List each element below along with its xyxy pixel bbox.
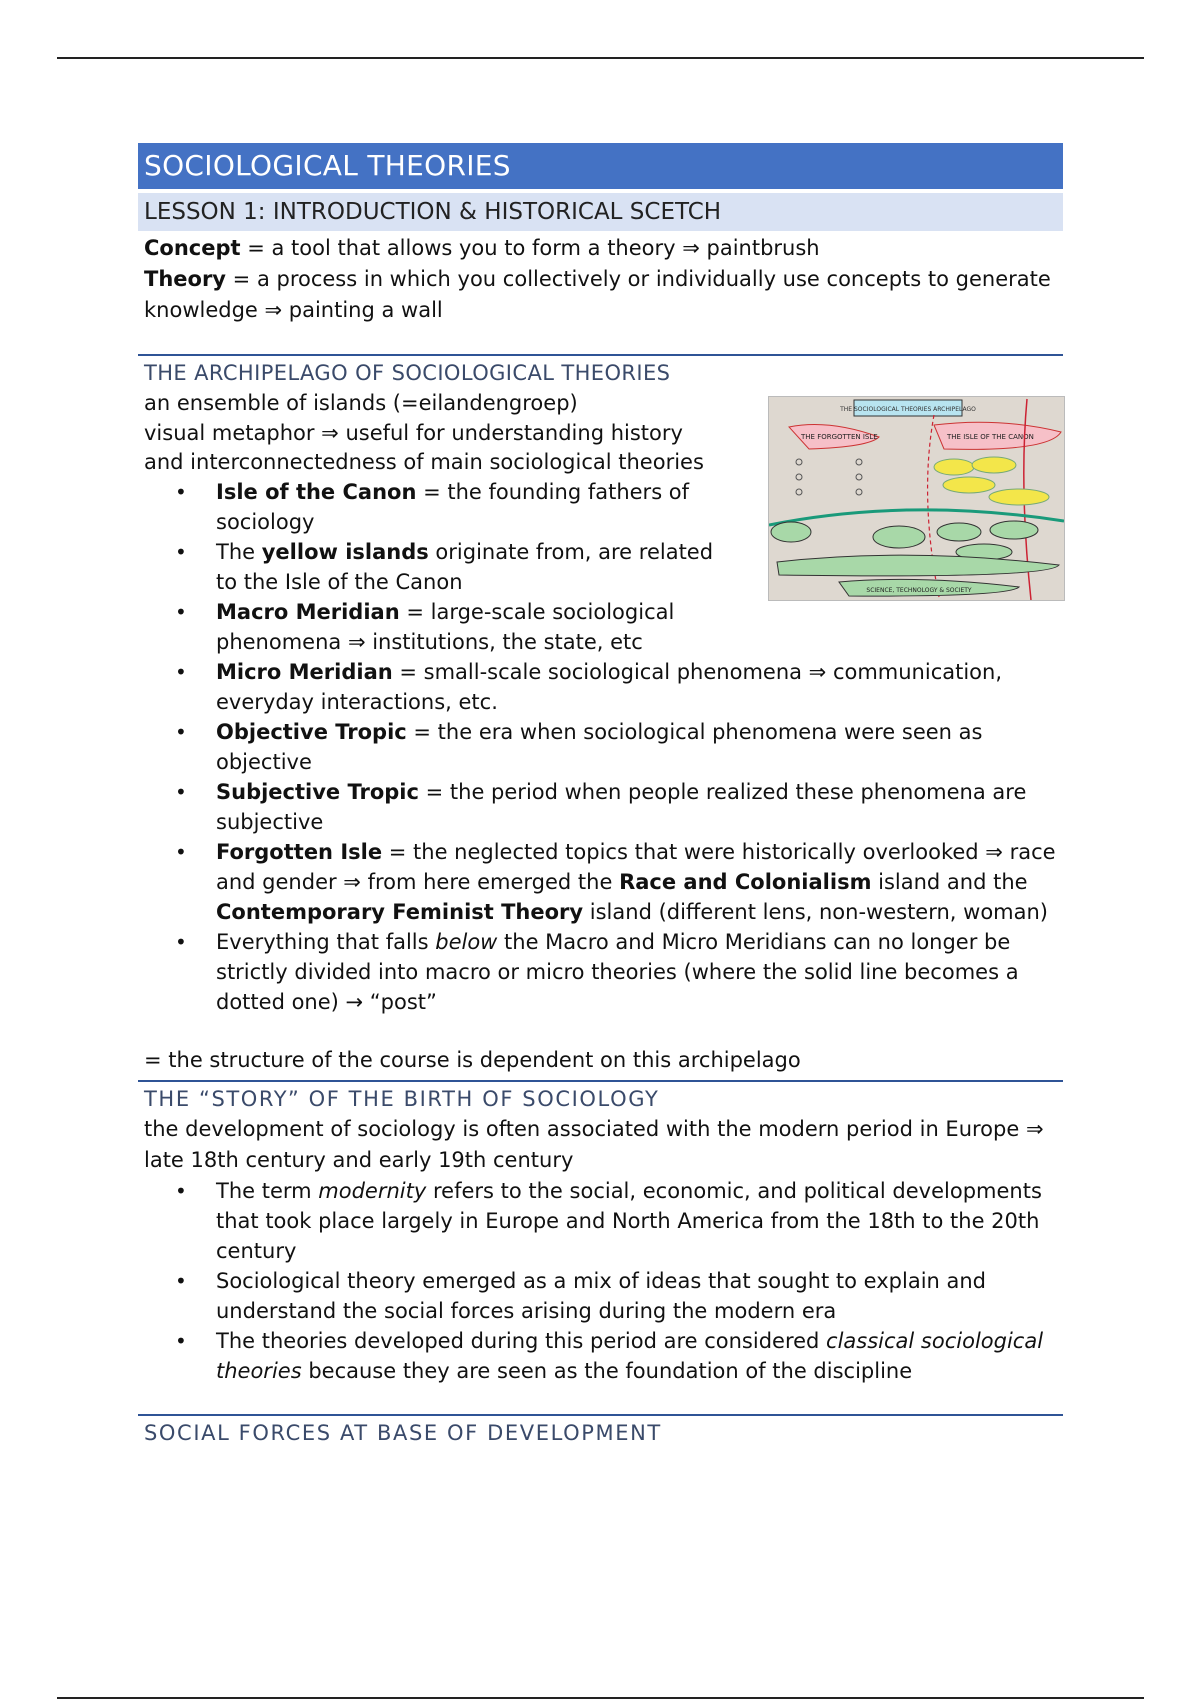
item-term: Objective Tropic bbox=[216, 720, 407, 744]
item-text: originate from, are related to the Isle of the Canon bbox=[216, 540, 714, 594]
item-term: yellow islands bbox=[261, 540, 429, 564]
sketch-canon-label: THE ISLE OF THE CANON bbox=[947, 433, 1034, 441]
item-term: Micro Meridian bbox=[216, 660, 393, 684]
item-term: Macro Meridian bbox=[216, 600, 400, 624]
item-prefix: The bbox=[216, 540, 262, 564]
story-list bbox=[138, 1176, 1063, 1386]
section-heading-story: THE “STORY” OF THE BIRTH OF SOCIOLOGY bbox=[138, 1080, 1063, 1114]
item-text: = the era when sociological phenomena were seen as objective bbox=[216, 720, 983, 774]
item-term-3: Contemporary Feminist Theory bbox=[216, 900, 584, 924]
list-item bbox=[138, 1176, 1063, 1266]
archipelago-sketch-drawing bbox=[769, 397, 1064, 600]
document-body bbox=[138, 143, 1063, 1448]
item-prefix: The term bbox=[216, 1179, 319, 1203]
list-item bbox=[138, 597, 726, 657]
page-bottom-rule bbox=[57, 1697, 1144, 1699]
lesson-heading: LESSON 1: INTRODUCTION & HISTORICAL SCETCH bbox=[138, 193, 1063, 231]
item-text-3: island (different lens, non-western, woman) bbox=[583, 900, 1049, 924]
item-text-2: island and the bbox=[871, 870, 1028, 894]
item-term-2: Race and Colonialism bbox=[619, 870, 872, 894]
item-prefix: Everything that falls bbox=[216, 930, 436, 954]
item-text: = the neglected topics that were historically overlooked ⇒ race and gender ⇒ from here emerged the bbox=[216, 840, 1056, 894]
section-heading-archipelago: THE ARCHIPELAGO OF SOCIOLOGICAL THEORIES bbox=[138, 354, 1063, 388]
item-term: Isle of the Canon bbox=[216, 480, 417, 504]
sketch-bottom-label: SCIENCE, TECHNOLOGY & SOCIETY bbox=[866, 587, 972, 594]
item-text: = the period when people realized these phenomena are subjective bbox=[216, 780, 1027, 834]
definition-term: Theory bbox=[144, 267, 226, 291]
item-text: refers to the social, economic, and political developments that took place largely in Europe and North America from the 18th to the 20th century bbox=[216, 1179, 1042, 1263]
list-item bbox=[138, 927, 1063, 1017]
archipelago-sketch-image bbox=[768, 396, 1065, 601]
list-item bbox=[138, 1266, 1063, 1326]
definition-text: = a process in which you collectively or individually use concepts to generate knowledge ⇒ painting a wall bbox=[144, 267, 1051, 322]
item-term: Subjective Tropic bbox=[216, 780, 419, 804]
page-top-rule bbox=[57, 57, 1144, 59]
definition-concept bbox=[138, 233, 1063, 264]
archipelago-intro-1: an ensemble of islands (=eilandengroep) bbox=[144, 391, 578, 415]
item-prefix: The theories developed during this period are considered bbox=[216, 1329, 827, 1353]
item-text: Sociological theory emerged as a mix of ideas that sought to explain and understand the social forces arising during the modern era bbox=[216, 1269, 987, 1323]
definition-text: = a tool that allows you to form a theory ⇒ paintbrush bbox=[240, 236, 820, 260]
list-item bbox=[138, 657, 1063, 717]
item-emphasis: modernity bbox=[318, 1179, 427, 1203]
definition-theory bbox=[138, 264, 1063, 326]
sketch-title-label: THE SOCIOLOGICAL THEORIES ARCHIPELAGO bbox=[840, 406, 976, 413]
list-item bbox=[138, 537, 726, 597]
story-intro: the development of sociology is often associated with the modern period in Europe ⇒ late 18th century and early 19th century bbox=[144, 1117, 1044, 1172]
section-heading-social-forces: SOCIAL FORCES AT BASE OF DEVELOPMENT bbox=[138, 1414, 1063, 1448]
item-emphasis: classical sociological theories bbox=[216, 1329, 1044, 1383]
definition-term: Concept bbox=[144, 236, 241, 260]
list-item bbox=[138, 477, 726, 537]
list-item bbox=[138, 837, 1063, 927]
sketch-forgotten-label: THE FORGOTTEN ISLE bbox=[801, 433, 878, 441]
archipelago-conclusion: = the structure of the course is dependent on this archipelago bbox=[144, 1048, 801, 1072]
spacer bbox=[138, 1017, 1063, 1045]
item-text: because they are seen as the foundation of the discipline bbox=[301, 1359, 913, 1383]
list-item bbox=[138, 1326, 1063, 1386]
list-item bbox=[138, 717, 1063, 777]
item-text: the Macro and Micro Meridians can no longer be strictly divided into macro or micro theories (where the solid line becomes a dotted one) → “post” bbox=[216, 930, 1019, 1014]
item-emphasis: below bbox=[435, 930, 498, 954]
item-term: Forgotten Isle bbox=[216, 840, 383, 864]
item-text: = small-scale sociological phenomena ⇒ communication, everyday interactions, etc. bbox=[216, 660, 1003, 714]
archipelago-intro-2: visual metaphor ⇒ useful for understanding history and interconnectedness of main sociological theories bbox=[144, 421, 704, 474]
list-item bbox=[138, 777, 1063, 837]
document-title: SOCIOLOGICAL THEORIES bbox=[138, 143, 1063, 189]
item-text: = large-scale sociological phenomena ⇒ institutions, the state, etc bbox=[216, 600, 675, 654]
item-text: = the founding fathers of sociology bbox=[216, 480, 690, 534]
